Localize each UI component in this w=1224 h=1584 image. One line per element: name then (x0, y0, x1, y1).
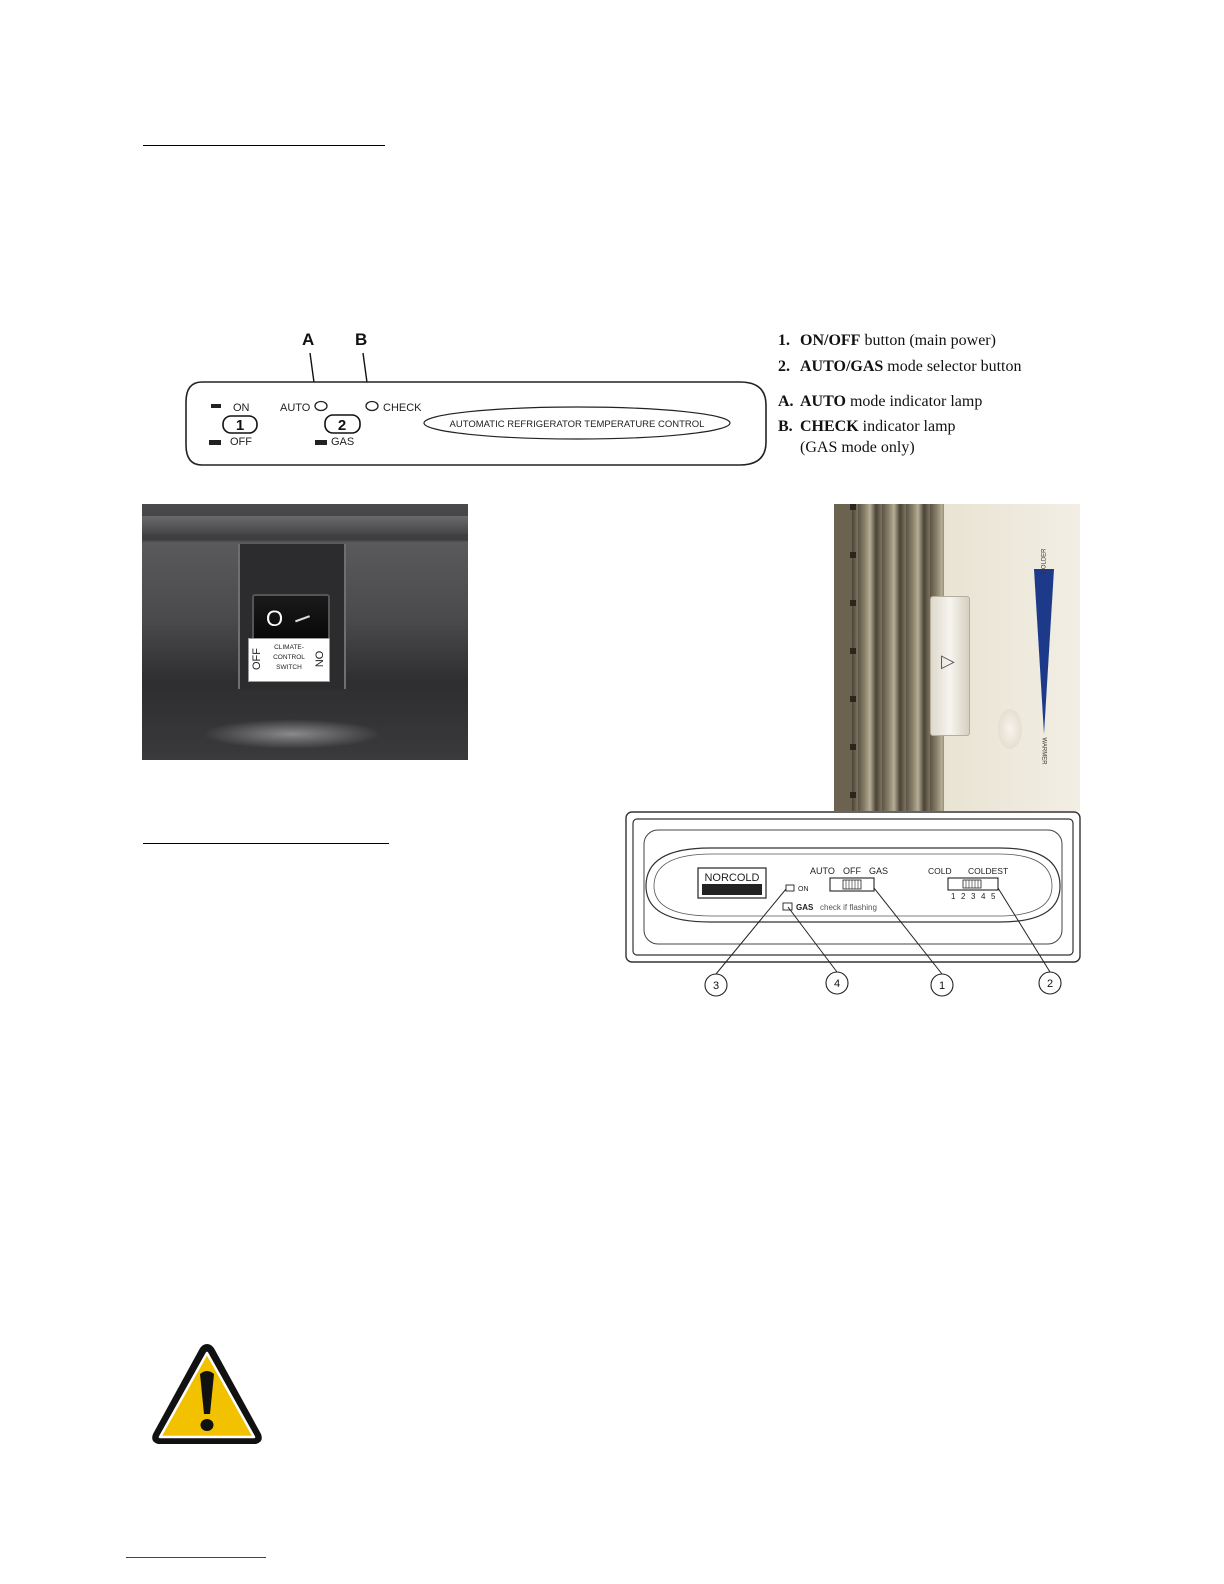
warning-triangle-icon (148, 1340, 266, 1448)
legend-item: 1. ON/OFF button (main power) (778, 332, 996, 349)
on-label: ON (233, 402, 250, 414)
section-rule-middle (143, 843, 389, 844)
legend-item: 2. AUTO/GAS mode selector button (778, 358, 1022, 375)
section-rule-top (143, 145, 385, 146)
legend-item: A. AUTO mode indicator lamp (778, 393, 983, 410)
scale-2: 2 (961, 892, 966, 901)
sensor-clip[interactable] (930, 596, 970, 736)
scale-4: 4 (981, 892, 986, 901)
off-marker (209, 440, 221, 445)
footer-link-underline[interactable] (126, 1557, 266, 1558)
mode-off-label: OFF (843, 866, 861, 876)
button-1-label: 1 (235, 417, 245, 434)
callout-2-label: 2 (1046, 978, 1054, 990)
scale-5: 5 (991, 892, 996, 901)
callout-b: B (355, 330, 368, 349)
cold-label: COLD (928, 866, 952, 876)
coldest-label: COLDEST (968, 866, 1009, 876)
switch-caption-line2: CONTROL (273, 654, 305, 661)
warmer-label: WARMER (1040, 737, 1047, 765)
mode-auto-label: AUTO (810, 866, 835, 876)
switch-on-label: ON (312, 650, 325, 668)
off-label: OFF (230, 436, 252, 448)
callout-3-label: 3 (712, 980, 720, 992)
gas-marker (315, 440, 327, 445)
on-marker (211, 404, 221, 408)
norcold-control-panel (620, 808, 1086, 1002)
auto-lamp (315, 402, 327, 411)
norcold-brand: NORCOLD (704, 872, 760, 884)
switch-caption-line1: CLIMATE- (274, 644, 304, 651)
switch-label (248, 638, 330, 682)
off-symbol: O (266, 606, 284, 631)
legend-item: (GAS mode only) (800, 439, 915, 456)
on-symbol: I (289, 611, 316, 626)
legend-item: B. CHECK indicator lamp (778, 418, 956, 435)
callout-a: A (302, 330, 315, 349)
gas-note: check if flashing (820, 903, 877, 912)
check-label: CHECK (383, 402, 422, 414)
gas-label: GAS (331, 436, 355, 448)
colder-label: COLDER (1041, 548, 1048, 574)
button-2-label: 2 (337, 417, 347, 434)
on-lamp-label: ON (798, 886, 809, 893)
check-lamp (366, 402, 378, 411)
climate-switch-photo (142, 504, 468, 760)
gas-lamp (783, 903, 792, 910)
auto-label: AUTO (280, 402, 311, 414)
gas-lamp-label: GAS (796, 903, 814, 912)
callout-4-label: 4 (833, 978, 841, 990)
thermostat-photo (834, 504, 1080, 811)
switch-caption-line3: SWITCH (276, 664, 302, 671)
scale-1: 1 (951, 892, 956, 901)
control-name: AUTOMATIC REFRIGERATOR TEMPERATURE CONTROL (449, 419, 705, 430)
mode-gas-label: GAS (869, 866, 889, 876)
dometic-control-panel (180, 345, 770, 470)
scale-3: 3 (971, 892, 976, 901)
on-lamp (786, 885, 794, 891)
clip-triangle-icon: ▷ (941, 651, 955, 671)
callout-1-label: 1 (938, 980, 946, 992)
switch-off-label: OFF (251, 648, 263, 670)
